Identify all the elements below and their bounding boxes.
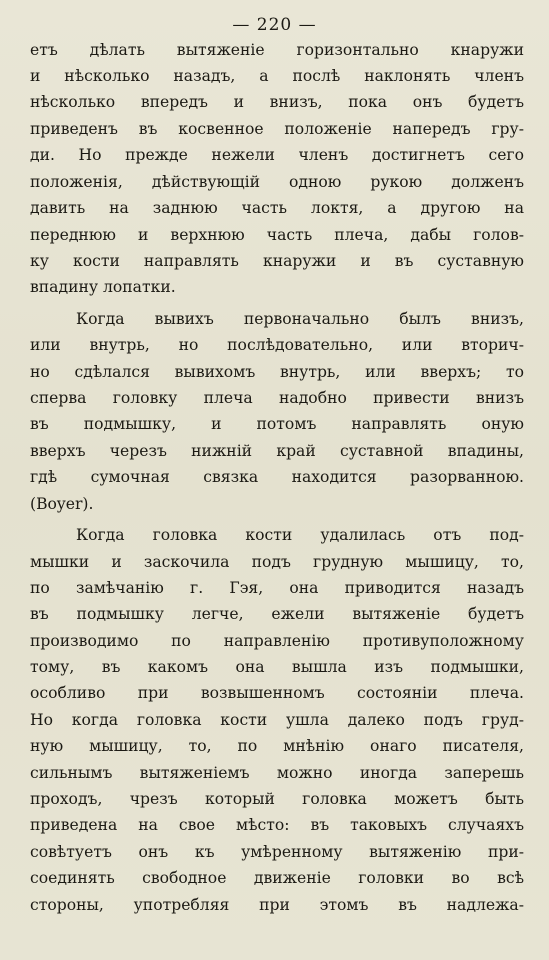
text-line: ную мышицу, то, по мнѣнію онаго писателя, bbox=[30, 737, 524, 755]
page-number: — 220 — bbox=[232, 15, 317, 35]
text-line: гдѣ сумочная связка находится разорванною. bbox=[30, 468, 524, 486]
text-line: приведенъ въ косвенное положеніе напередъ гру- bbox=[30, 120, 524, 138]
text-line: Но когда головка кости ушла далеко подъ груд- bbox=[30, 711, 524, 729]
text-line: приведена на свое мѣсто: въ таковыхъ случаяхъ bbox=[30, 816, 524, 834]
text-line: ку кости направлять кнаружи и въ суставную bbox=[30, 252, 524, 270]
text-line: ди. Но прежде нежели членъ достигнетъ сего bbox=[30, 146, 524, 164]
text-line: проходъ, чрезъ который головка можетъ быть bbox=[30, 790, 524, 808]
text-line: етъ дѣлать вытяженіе горизонтально кнаружи bbox=[30, 41, 524, 59]
text-line: (Boyer). bbox=[30, 495, 94, 513]
text-line: тому, въ какомъ она вышла изъ подмышки, bbox=[30, 658, 524, 676]
text-line: Когда вывихъ первоначально былъ внизъ, bbox=[76, 310, 524, 328]
text-line: или внутрь, но послѣдовательно, или вторич- bbox=[30, 336, 524, 354]
text-line: Когда головка кости удалилась отъ под- bbox=[76, 526, 524, 544]
text-line: нѣсколько впередъ и внизъ, пока онъ будетъ bbox=[30, 93, 524, 111]
text-line: сильнымъ вытяженіемъ можно иногда заперешь bbox=[30, 764, 524, 782]
text-line: давить на заднюю часть локтя, а другою на bbox=[30, 199, 524, 217]
text-line: въ подмышку, и потомъ направлять оную bbox=[30, 415, 524, 433]
text-line: особливо при возвышенномъ состояніи плеча. bbox=[30, 684, 524, 702]
text-line: и нѣсколько назадъ, а послѣ наклонять членъ bbox=[30, 67, 524, 85]
text-line: сперва головку плеча надобно привести внизъ bbox=[30, 389, 524, 407]
text-line: вверхъ черезъ нижній край суставной впадины, bbox=[30, 442, 524, 460]
text-line: въ подмышку легче, ежели вытяженіе будетъ bbox=[30, 605, 524, 623]
text-line: мышки и заскочила подъ грудную мышицу, то, bbox=[30, 553, 524, 571]
text-line: положенія, дѣйствующій одною рукою долженъ bbox=[30, 173, 524, 191]
text-line: но сдѣлался вывихомъ внутрь, или вверхъ; то bbox=[30, 363, 524, 381]
text-line: по замѣчанію г. Гэя, она приводится назадъ bbox=[30, 579, 524, 597]
text-line: впадину лопатки. bbox=[30, 278, 176, 296]
text-line: совѣтуетъ онъ къ умѣренному вытяженію при- bbox=[30, 843, 524, 861]
text-line: переднюю и верхнюю часть плеча, дабы голов- bbox=[30, 226, 524, 244]
text-line: производимо по направленію противуположному bbox=[30, 632, 524, 650]
text-line: стороны, употребляя при этомъ въ надлежа- bbox=[30, 896, 524, 914]
text-line: соединять свободное движеніе головки во всѣ bbox=[30, 869, 524, 887]
